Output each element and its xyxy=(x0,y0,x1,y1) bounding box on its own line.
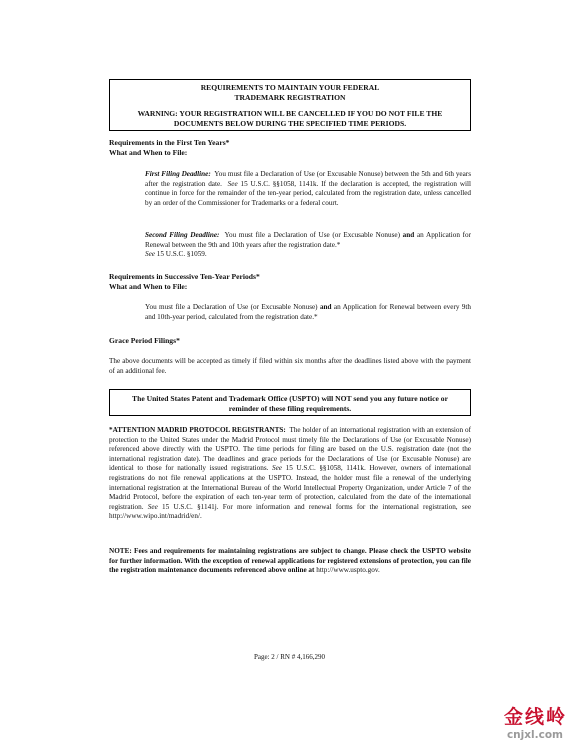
second-filing-text-c: 15 U.S.C. §1059. xyxy=(156,250,207,259)
second-filing-text-b: an Application for Renewal between the 9th and 10th years after the registration date.* xyxy=(145,231,472,249)
second-filing-text-a: You must file a Declaration of Use (or Excusable Nonuse) xyxy=(224,231,400,239)
madrid-protocol-paragraph xyxy=(109,426,471,522)
requirements-header-box xyxy=(109,79,471,131)
uspto-notice-box xyxy=(109,389,471,416)
section1-heading xyxy=(109,138,471,158)
header-warning-line1: WARNING: YOUR REGISTRATION WILL BE CANCELLED IF YOU DO NOT FILE THE xyxy=(137,109,443,118)
madrid-see-1: See xyxy=(272,464,282,473)
header-title-line2: TRADEMARK REGISTRATION xyxy=(234,93,346,102)
madrid-see-2: See xyxy=(147,502,158,511)
second-filing-paragraph xyxy=(145,231,471,260)
uspto-notice-line1: The United States Patent and Trademark Office (USPTO) will NOT send you any future notice or xyxy=(132,394,448,403)
note-text: NOTE: Fees and requirements for maintaining registrations are subject to change. Please check the USPTO website for further information. With the exception of renewal applications for registered extensions of protection, you can file the registration maintenance documents referenced above online at xyxy=(109,547,471,575)
second-filing-label: Second Filing Deadline: xyxy=(145,231,220,239)
watermark-url: cnjxl.com xyxy=(506,729,563,741)
section1-heading-line2: What and When to File: xyxy=(109,148,188,157)
first-filing-text-a: You must file a Declaration of Use (or Excusable Nonuse) between the 5th and 6th years after the registration date. xyxy=(145,170,471,188)
first-filing-paragraph xyxy=(145,170,471,208)
note-paragraph xyxy=(109,547,471,576)
successive-and: and xyxy=(319,303,332,311)
successive-periods-paragraph xyxy=(145,303,471,322)
watermark-logo: 金线岭 xyxy=(503,706,567,728)
section2-heading-line2: What and When to File: xyxy=(109,282,188,291)
madrid-text-c: 15 U.S.C. §1141j. For more information and renewal forms for the international registration, see http://www.wipo.int/madrid/en/. xyxy=(109,502,472,521)
page-footer: Page: 2 / RN # 4,166,290 xyxy=(254,653,325,661)
second-filing-and: and xyxy=(402,231,415,239)
madrid-text-b: 15 U.S.C. §§1058, 1141k. However, owners of international registrations do not file renewal applications at the USPTO. Instead, the holder must file a renewal of the underlying international registration at the International Bureau of the World Intellectual Property Organization, under Article 7 of the Madrid Protocol, before the expiration of each ten-year term of protection, calculated from the date of the international registration. xyxy=(109,464,472,511)
grace-period-heading: Grace Period Filings* xyxy=(109,336,180,345)
header-title-line1: REQUIREMENTS TO MAINTAIN YOUR FEDERAL xyxy=(200,83,380,92)
second-filing-see: See xyxy=(145,250,155,259)
header-warning-line2: DOCUMENTS BELOW DURING THE SPECIFIED TIME PERIODS. xyxy=(173,119,407,128)
section2-heading xyxy=(109,272,471,292)
section2-heading-line1: Requirements in Successive Ten-Year Periods* xyxy=(109,272,260,281)
site-watermark xyxy=(452,706,567,746)
note-url[interactable]: http://www.uspto.gov. xyxy=(316,566,380,575)
uspto-notice-line2: reminder of these filing requirements. xyxy=(228,404,352,413)
first-filing-see: See xyxy=(227,179,238,188)
grace-period-paragraph: The above documents will be accepted as timely if filed within six months after the deadlines listed above with the payment of an additional fee. xyxy=(109,357,471,375)
section1-heading-line1: Requirements in the First Ten Years* xyxy=(109,138,230,147)
first-filing-label: First Filing Deadline: xyxy=(145,170,211,178)
madrid-label: *ATTENTION MADRID PROTOCOL REGISTRANTS: xyxy=(109,426,286,434)
first-filing-text-b: 15 U.S.C. §§1058, 1141k. If the declaration is accepted, the registration will continue in force for the remainder of the ten-year period, calculated from the registration date, unless cancelled by an order of the Commissioner for Trademarks or a federal court. xyxy=(145,179,472,207)
successive-text-b: an Application for Renewal between every 9th and 10th-year period, calculated from the registration date.* xyxy=(145,303,471,321)
madrid-text-a: The holder of an international registration with an extension of protection to the United States under the Madrid Protocol must timely file the Declarations of Use (or Excusable Nonuse) referenced above directly with the USPTO. The time periods for filing are based on the U.S. registration date (not the international registration date). The deadlines and grace periods for the Declarations of Use (or Excusable Nonuse) are identical to those for nationally issued registrations. xyxy=(109,426,471,473)
successive-text-a: You must file a Declaration of Use (or Excusable Nonuse) xyxy=(145,303,318,311)
